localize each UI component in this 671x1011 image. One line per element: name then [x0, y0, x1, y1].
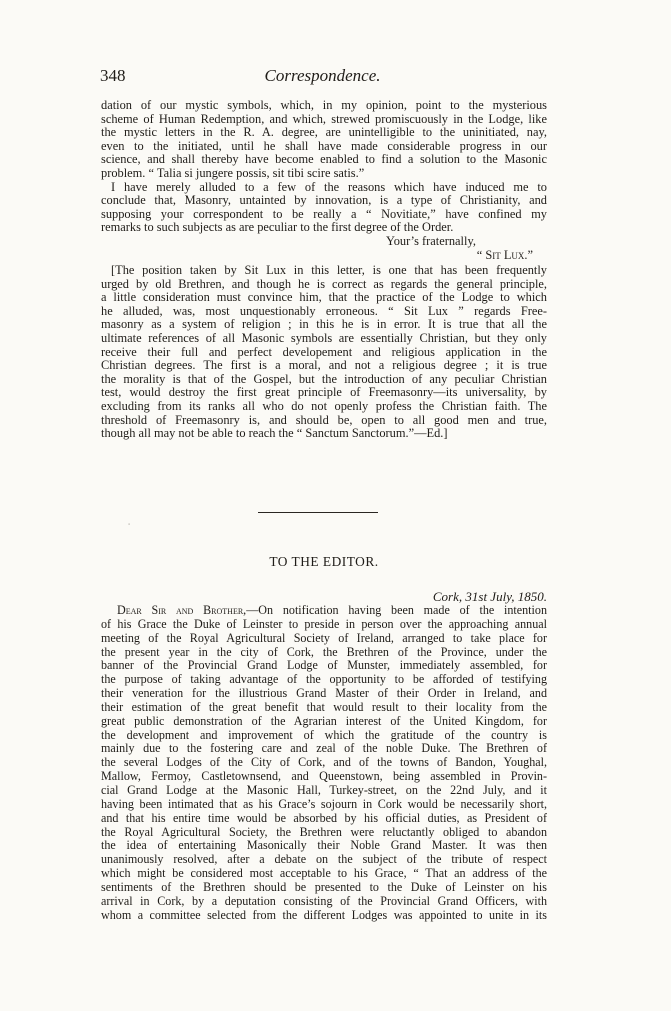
section-divider — [258, 512, 378, 513]
text-line: the morality is that of the Gospel, but the introduction of any peculiar Christian — [101, 372, 547, 386]
text-line: scheme of Human Redemption, and which, strewed promiscuously in the Lodge, like — [101, 112, 547, 126]
text-line: the mystic letters in the R. A. degree, are unintelligible to the uninitiated, nay, — [101, 126, 547, 140]
text-line: having been intimated that as his Grace’s sojourn in Cork would be necessarily short, — [101, 797, 547, 811]
letter-continuation — [101, 99, 547, 262]
text-line: the purpose of taking advantage of the opportunity to be afforded of testifying — [101, 673, 547, 687]
text-line: he alluded, was, most unquestionably erroneous. “ Sit Lux ” regards Free- — [101, 304, 547, 318]
print-speck: ⸱ — [128, 520, 131, 529]
text-line: the present year in the city of Cork, the Brethren of the Province, under the — [101, 645, 547, 659]
text-line: even to the initiated, until he shall have made considerable progress in our — [101, 139, 547, 153]
text-line: remarks to such subjects as are peculiar to the first degree of the Order. — [101, 221, 454, 235]
text-line: meeting of the Royal Agricultural Society of Ireland, arranged to take place for — [101, 631, 547, 645]
text-line: masonry as a system of religion ; in this he is in error. It is true that all the — [101, 318, 547, 332]
letter-body — [101, 604, 547, 922]
text-line: great public demonstration of the Agrarian interest of the United Kingdom, for — [101, 714, 547, 728]
text-line: unanimously resolved, after a debate on the subject of the tribute of respect — [101, 853, 547, 867]
text-line: a little consideration must convince him, that the practice of the Lodge to which — [101, 291, 547, 305]
text-line: which might be considered most acceptable to his Grace, “ That an address of the — [101, 867, 547, 881]
text-line: and that his entire time would be absorbed by his official duties, as President of — [101, 811, 547, 825]
text-line: problem. “ Talia si jungere possis, sit tibi scire satis.” — [101, 166, 365, 180]
text-line: excluding from its ranks all who do not openly profess the Christian faith. The — [101, 399, 547, 413]
text-line: threshold of Freemasonry is, and should be, open to all good men and true, — [101, 413, 547, 427]
page-header — [100, 66, 545, 86]
text-line: cial Grand Lodge at the Masonic Hall, Turkey-street, on the 22nd July, and it — [101, 783, 547, 797]
text-line: Mallow, Fermoy, Castletownsend, and Queenstown, being assembled in Provin- — [101, 770, 547, 784]
text-line: banner of the Provincial Grand Lodge of Munster, immediately assembled, for — [101, 659, 547, 673]
text-line: the idea of entertaining Masonically their Noble Grand Master. It was then — [101, 839, 547, 853]
text-line: supposing your correspondent to be really a “ Novitiate,” have confined my — [101, 207, 547, 221]
text-line: I have merely alluded to a few of the reasons which have induced me to — [111, 180, 547, 194]
text-line: sentiments of the Brethren should be presented to the Duke of Leinster on his — [101, 880, 547, 894]
text-line: test, would destroy the first great principle of Freemasonry—its universality, by — [101, 386, 547, 400]
text-line: receive their full and perfect developement and religious application in the — [101, 345, 547, 359]
text-line: the several Lodges of the City of Cork, and of the towns of Bandon, Youghal, — [101, 756, 547, 770]
text-line: conclude that, Masonry, untainted by innovation, is a type of Christianity, and — [101, 194, 547, 208]
text-line: [The position taken by Sit Lux in this letter, is one that has been frequently — [111, 264, 547, 277]
salutation: Dear Sir and Brother, — [117, 604, 247, 617]
text-line: mainly due to the fostering care and zeal of the noble Duke. The Brethren of — [101, 742, 547, 756]
text-line: arrival in Cork, by a deputation consisting of the Provincial Grand Officers, with — [101, 894, 547, 908]
running-title: Correspondence. — [264, 66, 381, 85]
text-line: the development and improvement of which the gratitude of the country is — [101, 728, 547, 742]
letter-heading: TO THE EDITOR. — [269, 554, 379, 569]
editor-note — [101, 264, 547, 441]
text-line: the Royal Agricultural Society, the Brethren were reluctantly obliged to abandon — [101, 825, 547, 839]
page-number: 348 — [100, 66, 126, 85]
text-line: their estimation of the great benefit that would result to their locality from the — [101, 700, 547, 714]
text-line: their veneration for the illustrious Grand Master of their Order in Ireland, and — [101, 687, 547, 701]
text-line — [101, 604, 547, 618]
text-line: dation of our mystic symbols, which, in my opinion, point to the mysterious — [101, 99, 547, 112]
text-line: ultimate references of all Masonic symbols are essentially Christian, but they only — [101, 331, 547, 345]
letter-dateline: Cork, 31st July, 1850. — [432, 589, 547, 604]
text-line: of his Grace the Duke of Leinster to preside in person over the approaching annual — [101, 617, 547, 631]
text-line: Christian degrees. The first is a moral, and not a religious degree ; it is true — [101, 359, 547, 373]
text-line: whom a committee selected from the different Lodges was appointed to unite in its — [101, 908, 547, 922]
text-line: science, and shall thereby have become enabled to find a solution to the Masonic — [101, 153, 547, 167]
closing-salutation: Your’s fraternally, — [386, 234, 476, 248]
salutation-continuation: —On notification having been made of the intention — [246, 604, 547, 617]
text-line: though all may not be able to reach the “ Sanctum Sanctorum.”—Ed.] — [101, 427, 448, 441]
signature: “ Sit Lux.” — [476, 248, 533, 262]
text-line: urged by old Brethren, and though he is correct as regards the general principle, — [101, 277, 547, 291]
